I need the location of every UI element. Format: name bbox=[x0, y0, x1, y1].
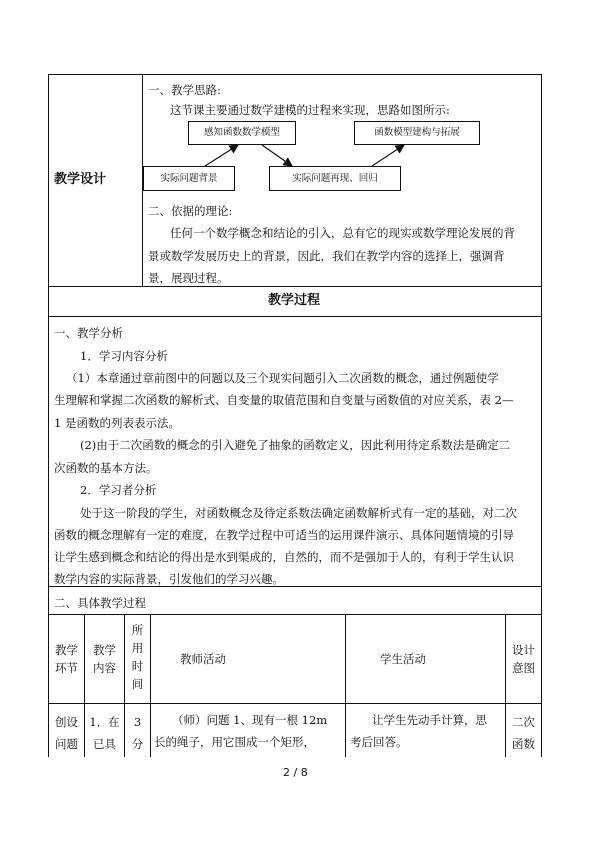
analysis-p1-line3: 1 是函数的列表表示法。 bbox=[54, 416, 180, 430]
analysis-p1-line1: （1）本章通过章前图中的问题以及三个现实问题引入二次函数的概念，通过例题使学 bbox=[66, 371, 499, 385]
header-stage: 教学 环节 bbox=[55, 643, 78, 675]
flow-box-perceive-model: 感知函数数学模型 bbox=[188, 121, 296, 145]
analysis-p3-line2: 函数的概念理解有一定的难度，在教学过程中可适当的运用课件演示、具体问题情境的引导 bbox=[54, 528, 514, 542]
inner-header-bottom bbox=[48, 703, 542, 704]
theory-line-1: 任何一个数学概念和结论的引入，总有它的现实或数学理论发展的背 bbox=[170, 226, 515, 240]
header-time: 所 用 时 间 bbox=[131, 623, 144, 691]
flow-box-problem-background: 实际问题背景 bbox=[143, 166, 235, 191]
row1-student-line1: 让学生先动手计算，思 bbox=[372, 713, 487, 727]
analysis-sub-content: 1．学习内容分析 bbox=[80, 349, 168, 363]
page-number: 2 / 8 bbox=[283, 766, 308, 779]
flow-box-problem-recur: 实际问题再现、回归 bbox=[269, 166, 401, 191]
theory-line-3: 景，展现过程。 bbox=[148, 271, 229, 285]
analysis-title: 一、教学分析 bbox=[54, 326, 123, 340]
section-title-idea: 一、教学思路: bbox=[148, 83, 221, 97]
analysis-p3-line1: 处于这一阶段的学生，对函数概念及待定系数法确定函数解析式有一定的基础，对二次 bbox=[80, 506, 517, 520]
row1-student-line2: 考后回答。 bbox=[350, 735, 408, 749]
flow-box-model-construct: 函数模型建构与拓展 bbox=[354, 121, 480, 145]
section-title-theory: 二、依据的理论: bbox=[148, 204, 233, 218]
row1-content: 1．在 已具 bbox=[89, 715, 120, 751]
process-title: 教学过程 bbox=[268, 293, 321, 308]
header-intent: 设计 意图 bbox=[512, 643, 535, 675]
inner-col-3 bbox=[150, 614, 151, 757]
row1-teacher-line2: 长的绳子，用它围成一个矩形， bbox=[154, 735, 315, 749]
row1-intent: 二次 函数 bbox=[512, 715, 535, 751]
row1-time: 3 分 bbox=[131, 715, 144, 751]
inner-col-4 bbox=[345, 614, 346, 757]
analysis-sub-learners: 2．学习者分析 bbox=[80, 483, 157, 497]
analysis-p2-line2: 次函数的基本方法。 bbox=[54, 461, 158, 475]
row1-teacher-line1: （师）问题 1、现有一根 12m bbox=[172, 713, 328, 727]
analysis-p2-line1: (2)由于二次函数的概念的引入避免了抽象的函数定义，因此利用待定系数法是确定二 bbox=[80, 438, 511, 452]
header-student-activity: 学生活动 bbox=[380, 652, 426, 666]
design-label: 教学设计 bbox=[54, 172, 107, 187]
row1-stage: 创设 问题 bbox=[55, 715, 78, 751]
header-teacher-activity: 教师活动 bbox=[180, 652, 226, 666]
analysis-p3-line3: 让学生感到概念和结论的得出是水到渠成的，自然的，而不是强加于人的，有利于学生认识 bbox=[54, 550, 514, 564]
idea-description: 这节课主要通过数学建模的过程来实现，思路如图所示: bbox=[170, 103, 450, 117]
specific-process-title: 二、具体教学过程 bbox=[54, 596, 146, 610]
header-content: 教学 内容 bbox=[93, 643, 116, 675]
analysis-p3-line4: 数学内容的实际背景，引发他们的学习兴趣。 bbox=[54, 572, 284, 586]
theory-line-2: 景或数学发展历史上的背景，因此，我们在教学内容的选择上，强调背 bbox=[148, 249, 505, 263]
analysis-p1-line2: 生理解和掌握二次函数的解析式、自变量的取值范围和自变量与函数值的对应关系，表 2— bbox=[54, 393, 514, 407]
